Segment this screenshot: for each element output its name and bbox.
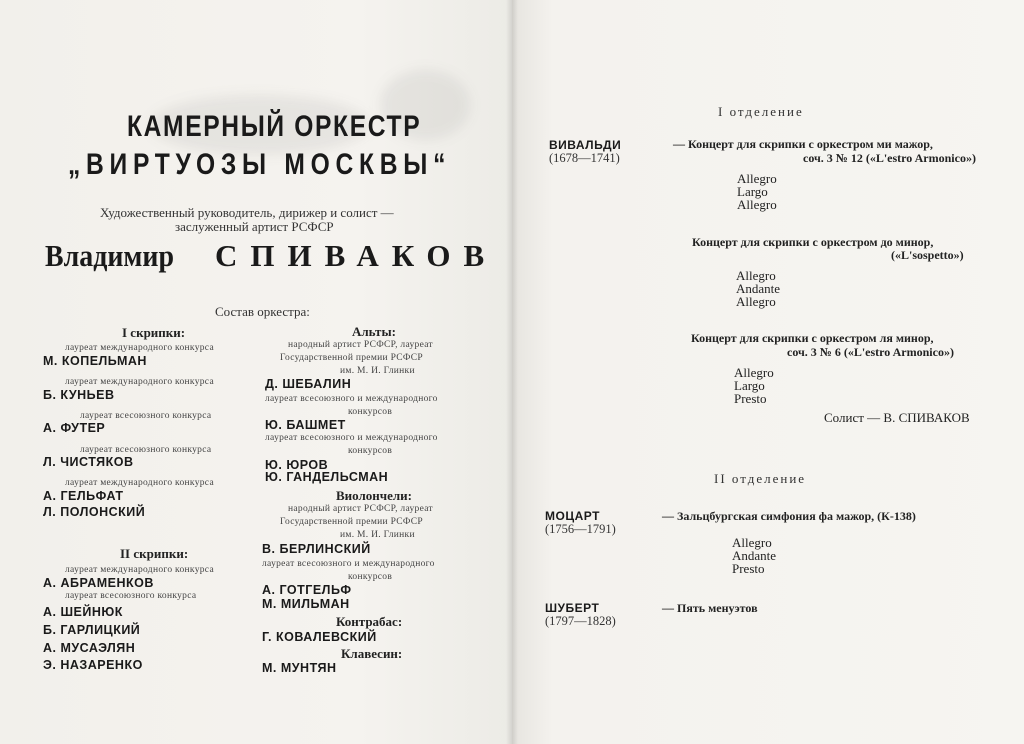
harpsichord-heading: Клавесин: bbox=[341, 646, 403, 661]
vivaldi-work1-mv2: Largo bbox=[737, 184, 768, 199]
harpsichord-name1: М. МУНТЯН bbox=[262, 661, 337, 675]
vivaldi-work3-mv2: Largo bbox=[734, 378, 765, 393]
vivaldi-work2-mv3: Allegro bbox=[736, 294, 776, 309]
cellos-name3: М. МИЛЬМАН bbox=[262, 597, 350, 611]
violins2-note2: лауреат всесоюзного конкурса bbox=[65, 591, 197, 601]
vivaldi-work3-line2: соч. 3 № 6 («L'estro Armonico») bbox=[787, 345, 954, 359]
schubert-name: ШУБЕРТ bbox=[545, 601, 600, 615]
orchestra-title-line1: КАМЕРНЫЙ ОРКЕСТР bbox=[127, 110, 422, 143]
violins1-heading: I скрипки: bbox=[122, 325, 186, 340]
mozart-mv3: Presto bbox=[732, 561, 765, 576]
conductor-first-name: Владимир bbox=[45, 238, 175, 273]
violins1-name2: Б. КУНЬЕВ bbox=[43, 388, 115, 402]
violins1-note4: лауреат всесоюзного конкурса bbox=[80, 445, 212, 455]
vivaldi-work1-line2: соч. 3 № 12 («L'estro Armonico») bbox=[803, 151, 976, 165]
violins1-note3: лауреат всесоюзного конкурса bbox=[80, 411, 212, 421]
cellos-note2a: лауреат всесоюзного и международного bbox=[262, 559, 435, 569]
cellos-name2: А. ГОТГЕЛЬФ bbox=[262, 583, 352, 597]
violins1-name1: М. КОПЕЛЬМАН bbox=[43, 354, 147, 368]
mozart-name: МОЦАРТ bbox=[545, 509, 600, 523]
schubert-dates: (1797—1828) bbox=[545, 614, 616, 628]
violins1-note2: лауреат международного конкурса bbox=[65, 377, 214, 387]
cellos-note2b: конкурсов bbox=[348, 572, 393, 582]
orchestra-title-line2: „ВИРТУОЗЫ МОСКВЫ“ bbox=[68, 148, 452, 181]
violas-note3b: конкурсов bbox=[348, 446, 393, 456]
vivaldi-work2-line1: Концерт для скрипки с оркестром до минор, bbox=[692, 235, 934, 249]
violas-note1c: им. М. И. Глинки bbox=[340, 366, 415, 376]
violins1-note1: лауреат международного конкурса bbox=[65, 343, 214, 353]
vivaldi-work3-mv1: Allegro bbox=[734, 365, 774, 380]
violins1-name4: Л. ЧИСТЯКОВ bbox=[43, 455, 134, 469]
violins2-note1: лауреат международного конкурса bbox=[65, 565, 214, 575]
cellos-heading: Виолончели: bbox=[336, 488, 412, 503]
composition-heading: Состав оркестра: bbox=[215, 304, 310, 319]
violas-note1b: Государственной премии РСФСР bbox=[280, 353, 423, 363]
violas-note2a: лауреат всесоюзного и международного bbox=[265, 394, 438, 404]
violins2-name3: Б. ГАРЛИЦКИЙ bbox=[43, 623, 141, 637]
subtitle-line2: заслуженный артист РСФСР bbox=[175, 219, 334, 234]
vivaldi-work2-mv1: Allegro bbox=[736, 268, 776, 283]
violas-heading: Альты: bbox=[352, 324, 396, 339]
violins2-heading: II скрипки: bbox=[120, 546, 189, 561]
violins2-name2: А. ШЕЙНЮК bbox=[43, 605, 123, 619]
right-page bbox=[512, 0, 1024, 744]
violins2-name5: Э. НАЗАРЕНКО bbox=[43, 658, 143, 672]
mozart-mv1: Allegro bbox=[732, 535, 772, 550]
vivaldi-work1-line1: — Концерт для скрипки с оркестром ми мажор, bbox=[673, 137, 933, 151]
part2-heading: II отделение bbox=[714, 471, 807, 486]
violas-note3a: лауреат всесоюзного и международного bbox=[265, 433, 438, 443]
violas-name3: Ю. ЮРОВ bbox=[265, 458, 329, 472]
violas-note1a: народный артист РСФСР, лауреат bbox=[288, 340, 433, 350]
conductor-last-name: СПИВАКОВ bbox=[215, 238, 498, 273]
violins1-name3: А. ФУТЕР bbox=[43, 421, 106, 435]
violins2-name4: А. МУСАЭЛЯН bbox=[43, 641, 136, 655]
vivaldi-work1-mv3: Allegro bbox=[737, 197, 777, 212]
schubert-work: — Пять менуэтов bbox=[662, 601, 758, 615]
mozart-mv2: Andante bbox=[732, 548, 777, 563]
subtitle-line1: Художественный руководитель, дирижер и солист — bbox=[100, 205, 394, 220]
violas-note2b: конкурсов bbox=[348, 407, 393, 417]
cellos-note1b: Государственной премии РСФСР bbox=[280, 517, 423, 527]
vivaldi-name: ВИВАЛЬДИ bbox=[549, 138, 622, 152]
vivaldi-work3-line1: Концерт для скрипки с оркестром ля минор, bbox=[691, 331, 934, 345]
cellos-note1a: народный артист РСФСР, лауреат bbox=[288, 504, 433, 514]
mozart-work: — Зальцбургская симфония фа мажор, (К-138) bbox=[662, 509, 916, 523]
violas-name2: Ю. БАШМЕТ bbox=[265, 418, 346, 432]
part1-heading: I отделение bbox=[718, 104, 804, 119]
vivaldi-work1-mv1: Allegro bbox=[737, 171, 777, 186]
page-fold bbox=[506, 0, 518, 744]
mozart-dates: (1756—1791) bbox=[545, 522, 616, 536]
violins1-note5: лауреат международного конкурса bbox=[65, 478, 214, 488]
vivaldi-work2-line2: («L'sospetto») bbox=[891, 248, 964, 262]
bass-heading: Контрабас: bbox=[336, 614, 403, 629]
bass-name1: Г. КОВАЛЕВСКИЙ bbox=[262, 630, 377, 644]
violins1-name5: А. ГЕЛЬФАТ bbox=[43, 489, 124, 503]
vivaldi-dates: (1678—1741) bbox=[549, 151, 620, 165]
vivaldi-work2-mv2: Andante bbox=[736, 281, 781, 296]
violas-name1: Д. ШЕБАЛИН bbox=[265, 377, 352, 391]
violas-name4: Ю. ГАНДЕЛЬСМАН bbox=[265, 470, 389, 484]
cellos-note1c: им. М. И. Глинки bbox=[340, 530, 415, 540]
violins2-name1: А. АБРАМЕНКОВ bbox=[43, 576, 154, 590]
cellos-name1: В. БЕРЛИНСКИЙ bbox=[262, 542, 371, 556]
soloist-line: Солист — В. СПИВАКОВ bbox=[824, 410, 970, 425]
violins1-name6: Л. ПОЛОНСКИЙ bbox=[43, 505, 146, 519]
vivaldi-work3-mv3: Presto bbox=[734, 391, 767, 406]
